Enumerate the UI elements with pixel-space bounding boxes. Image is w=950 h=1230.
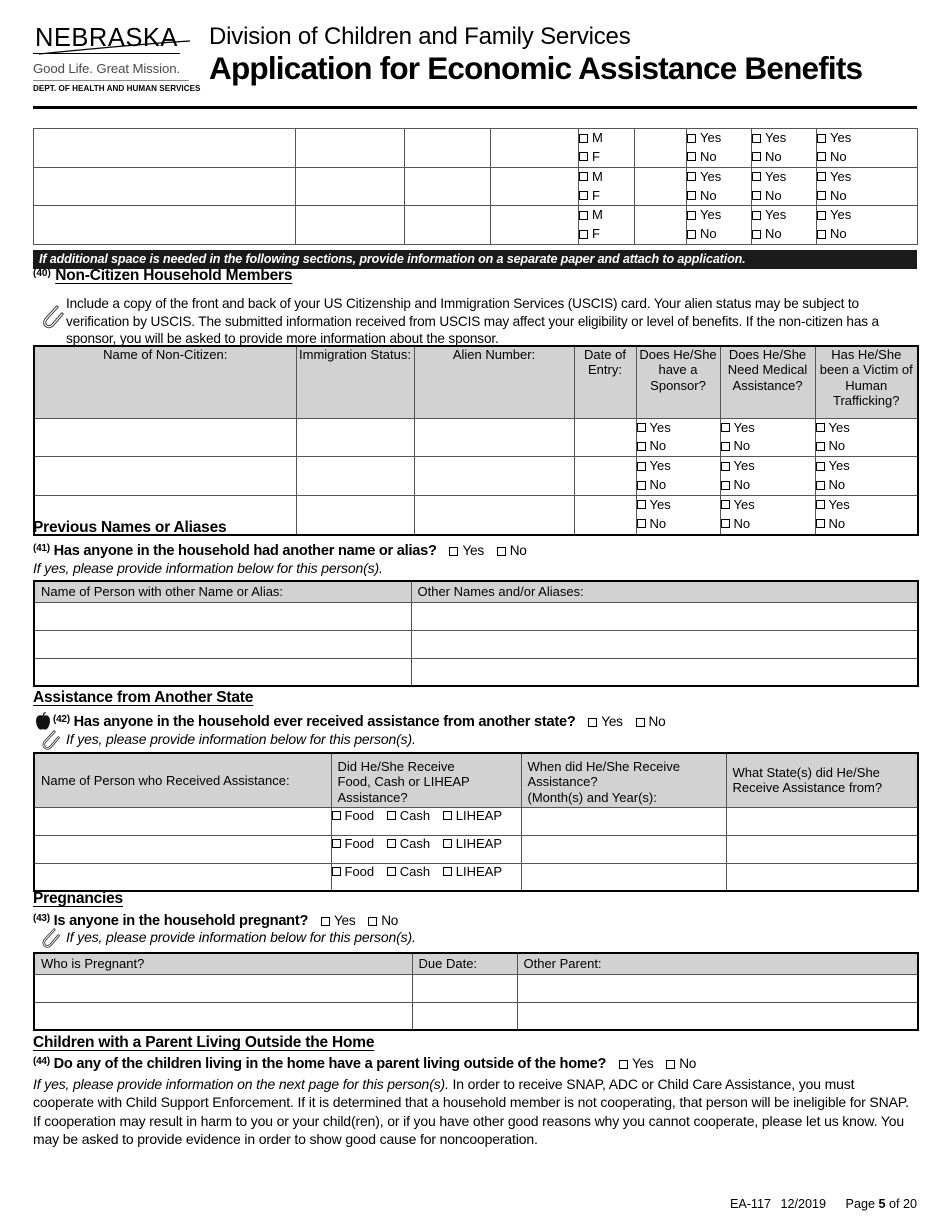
cell-q1[interactable] (687, 206, 752, 245)
table-row[interactable] (34, 602, 918, 630)
question-number: (43) (33, 913, 50, 924)
checkbox-icon[interactable] (752, 134, 761, 143)
checkbox-icon[interactable] (332, 811, 341, 820)
checkbox-option: Yes (752, 206, 816, 225)
question-text: Do any of the children living in the home have a parent living outside of the home? (53, 1056, 607, 1072)
checkbox-option: Yes (687, 129, 751, 148)
col-date-of-entry: Date of Entry: (574, 346, 636, 418)
checkbox-option: Yes (817, 206, 917, 225)
checkbox-icon[interactable] (721, 423, 730, 432)
cell-name[interactable] (34, 129, 296, 168)
checkbox-option: No (637, 476, 720, 495)
checkbox-option-liheap[interactable]: LIHEAP (443, 808, 502, 823)
logo-department: DEPT. OF HEALTH AND HUMAN SERVICES (33, 83, 201, 93)
question-text: Is anyone in the household pregnant? (53, 913, 309, 929)
cell-person-name[interactable] (34, 658, 411, 686)
cell-q2[interactable] (752, 167, 817, 206)
cell-state[interactable] (726, 807, 918, 835)
checkbox-icon[interactable] (687, 191, 696, 200)
cell-ssn[interactable] (491, 167, 579, 206)
cell-when[interactable] (521, 863, 726, 891)
col-person-name: Name of Person who Received Assistance: (34, 753, 331, 807)
checkbox-option: Yes (687, 206, 751, 225)
checkbox-icon[interactable] (579, 230, 588, 239)
checkbox-option-yes[interactable]: Yes (449, 543, 483, 558)
header-divider (33, 106, 917, 109)
cell-status[interactable] (296, 457, 414, 496)
table-header-row (34, 953, 918, 974)
checkbox-option: No (687, 148, 751, 167)
checkbox-option-no[interactable]: No (368, 913, 398, 928)
checkbox-option: No (816, 476, 918, 495)
cell-person-name[interactable] (34, 630, 411, 658)
cell-q2[interactable] (752, 206, 817, 245)
logo-tagline: Good Life. Great Mission. (33, 60, 181, 76)
cell-q3[interactable] (817, 129, 918, 168)
checkbox-option-no[interactable]: No (636, 714, 666, 729)
table-row[interactable] (34, 167, 918, 206)
checkbox-option: M (579, 129, 634, 148)
household-members-table-continuation (33, 128, 918, 245)
another-state-heading: Assistance from Another State (33, 689, 254, 706)
cell-name[interactable] (34, 457, 296, 496)
checkbox-icon[interactable] (637, 500, 646, 509)
checkbox-icon[interactable] (588, 718, 597, 727)
checkbox-icon[interactable] (497, 547, 506, 556)
checkbox-icon[interactable] (816, 481, 825, 490)
checkbox-option: Yes (637, 419, 720, 438)
col-line-2: Receive Assistance from? (732, 780, 883, 796)
non-citizen-instructions: Include a copy of the front and back of your US Citizenship and Immigration Services (USCIS) card. Your alien status may be subject to verification by USCIS. The submitted information received from USCIS may affect your eligibility or level of benefits. If the non-citizen has a sponsor, you will be asked to provide more information about the sponsor. (66, 296, 879, 347)
checkbox-icon[interactable] (721, 462, 730, 471)
col-needs-medical: Does He/She Need Medical Assistance? (720, 346, 815, 418)
col-line-2: Assistance? (527, 774, 598, 790)
table-header-row (34, 753, 918, 807)
page-number-label: Page 5 of 20 (845, 1197, 917, 1211)
checkbox-icon[interactable] (721, 442, 730, 451)
checkbox-option: F (579, 225, 634, 244)
checkbox-option: Yes (817, 129, 917, 148)
checkbox-icon[interactable] (816, 442, 825, 451)
table-row[interactable] (34, 630, 918, 658)
cell-alien-number[interactable] (414, 457, 574, 496)
checkbox-option: Yes (816, 419, 918, 438)
checkbox-option: No (721, 515, 815, 534)
cell-name[interactable] (34, 418, 296, 457)
checkbox-option: No (637, 437, 720, 456)
cell-sex[interactable] (579, 167, 635, 206)
checkbox-option: Yes (687, 168, 751, 187)
checkbox-option: No (687, 187, 751, 206)
cell-benefit-type[interactable] (331, 863, 521, 891)
cell-state[interactable] (726, 863, 918, 891)
title-block (191, 24, 917, 85)
form-id: EA-117 (729, 1197, 772, 1211)
checkbox-option-food[interactable]: Food (332, 836, 375, 851)
cell-status[interactable] (296, 495, 414, 534)
table-row[interactable] (34, 974, 918, 1002)
checkbox-icon[interactable] (579, 211, 588, 220)
checkbox-option: Yes (637, 496, 720, 515)
cell-aliases[interactable] (411, 602, 918, 630)
cell-name[interactable] (34, 167, 296, 206)
col-line-2: Food, Cash or LIHEAP (337, 774, 470, 790)
col-trafficking-victim: Has He/She been a Victim of Human Trafficking? (815, 346, 918, 418)
cell-sponsor[interactable] (636, 457, 720, 496)
col-line-1: Did He/She Receive (337, 759, 455, 774)
cell-medical[interactable] (720, 457, 815, 496)
checkbox-option-yes[interactable]: Yes (619, 1056, 653, 1071)
col-immigration-status: Immigration Status: (296, 346, 414, 418)
cell-who[interactable] (34, 1002, 412, 1030)
checkbox-icon[interactable] (637, 519, 646, 528)
cell-q1[interactable] (687, 129, 752, 168)
cell-aliases[interactable] (411, 658, 918, 686)
cell-name[interactable] (34, 206, 296, 245)
checkbox-icon[interactable] (321, 917, 330, 926)
checkbox-icon[interactable] (387, 839, 396, 848)
checkbox-icon[interactable] (817, 152, 826, 161)
checkbox-icon[interactable] (387, 867, 396, 876)
checkbox-icon[interactable] (817, 211, 826, 220)
table-row[interactable] (34, 129, 918, 168)
checkbox-option: Yes (752, 168, 816, 187)
checkbox-option-cash[interactable]: Cash (387, 864, 430, 879)
cell-sex[interactable] (579, 129, 635, 168)
another-state-question (53, 714, 665, 730)
section-title: Non-Citizen Household Members (55, 267, 293, 284)
additional-space-notice: If additional space is needed in the following sections, provide information on a separate paper and attach to application. (33, 250, 917, 269)
checkbox-icon[interactable] (687, 172, 696, 181)
cell-when[interactable] (521, 835, 726, 863)
col-alien-number: Alien Number: (414, 346, 574, 418)
cell-person-name[interactable] (34, 835, 331, 863)
checkbox-icon[interactable] (817, 191, 826, 200)
table-row[interactable] (34, 807, 918, 835)
checkbox-icon[interactable] (443, 839, 452, 848)
form-revision: 12/2019 (780, 1197, 827, 1211)
checkbox-icon[interactable] (721, 481, 730, 490)
checkbox-icon[interactable] (817, 230, 826, 239)
checkbox-icon[interactable] (687, 211, 696, 220)
cell-sex[interactable] (579, 206, 635, 245)
checkbox-icon[interactable] (752, 211, 761, 220)
checkbox-icon[interactable] (579, 134, 588, 143)
previous-names-heading: Previous Names or Aliases (33, 519, 227, 536)
cell-person-name[interactable] (34, 602, 411, 630)
cell-ssn[interactable] (491, 129, 579, 168)
cell-sponsor[interactable] (636, 418, 720, 457)
cell-relationship[interactable] (296, 167, 405, 206)
cell-benefit-type[interactable] (331, 835, 521, 863)
checkbox-icon[interactable] (752, 152, 761, 161)
cell-q3[interactable] (817, 206, 918, 245)
cell-medical[interactable] (720, 418, 815, 457)
cell-date[interactable] (574, 457, 636, 496)
table-row[interactable] (34, 457, 918, 496)
checkbox-option: No (752, 225, 816, 244)
cell-person-name[interactable] (34, 863, 331, 891)
col-when-received (521, 753, 726, 807)
another-state-note: If yes, please provide information below for this person(s). (66, 731, 416, 747)
checkbox-option: Yes (817, 168, 917, 187)
checkbox-option: M (579, 168, 634, 187)
cell-benefit-type[interactable] (331, 807, 521, 835)
previous-names-table-wrap (33, 580, 919, 687)
col-line-1: What State(s) did He/She (732, 764, 880, 780)
col-other-parent: Other Parent: (517, 953, 918, 974)
col-line-3: (Month(s) and Year(s): (527, 789, 657, 805)
checkbox-option-yes[interactable]: Yes (588, 714, 622, 729)
question-text: Has anyone in the household ever received assistance from another state? (73, 714, 576, 730)
checkbox-option: No (817, 148, 917, 167)
non-citizen-table-wrap (33, 345, 919, 536)
checkbox-icon[interactable] (637, 481, 646, 490)
cell-trafficking[interactable] (815, 418, 918, 457)
cell-date[interactable] (574, 418, 636, 457)
pregnancies-question (33, 913, 398, 929)
question-text: Has anyone in the household had another name or alias? (53, 543, 437, 559)
checkbox-option-cash[interactable]: Cash (387, 808, 430, 823)
table-row[interactable] (34, 658, 918, 686)
checkbox-icon[interactable] (752, 191, 761, 200)
checkbox-option-no[interactable]: No (666, 1056, 696, 1071)
children-outside-question (33, 1056, 696, 1072)
checkbox-icon[interactable] (817, 134, 826, 143)
checkbox-icon[interactable] (687, 134, 696, 143)
cell-trafficking[interactable] (815, 495, 918, 534)
checkbox-option-food[interactable]: Food (332, 864, 375, 879)
col-line-1: When did He/She Receive (527, 759, 680, 774)
cell-medical[interactable] (720, 495, 815, 534)
pregnancies-note: If yes, please provide information below for this person(s). (66, 929, 416, 945)
checkbox-option-food[interactable]: Food (332, 808, 375, 823)
col-has-sponsor: Does He/She have a Sponsor? (636, 346, 720, 418)
question-number: (41) (33, 543, 50, 554)
checkbox-option: Yes (637, 457, 720, 476)
agency-logo (33, 24, 201, 93)
previous-names-question (33, 543, 527, 559)
col-other-names: Other Names and/or Aliases: (411, 581, 918, 602)
cell-alien-number[interactable] (414, 495, 574, 534)
col-name-of-non-citizen: Name of Non-Citizen: (34, 346, 296, 418)
cell-sponsor[interactable] (636, 495, 720, 534)
cell-q2[interactable] (752, 129, 817, 168)
logo-swoosh-icon (39, 41, 191, 55)
cell-ssn[interactable] (491, 206, 579, 245)
checkbox-option-liheap[interactable]: LIHEAP (443, 836, 502, 851)
pregnancies-table (33, 952, 919, 1031)
cell-misc[interactable] (635, 206, 687, 245)
division-name: Division of Children and Family Services (209, 23, 631, 50)
another-state-table (33, 752, 919, 892)
table-row[interactable] (34, 1002, 918, 1030)
cell-person-name[interactable] (34, 807, 331, 835)
checkbox-option: F (579, 148, 634, 167)
checkbox-icon[interactable] (637, 462, 646, 471)
page-header (33, 24, 917, 104)
logo-state-name: NEBRASKA (35, 24, 178, 52)
checkbox-icon[interactable] (816, 462, 825, 471)
checkbox-icon[interactable] (449, 547, 458, 556)
cell-state[interactable] (726, 835, 918, 863)
checkbox-icon[interactable] (637, 423, 646, 432)
cell-other-parent[interactable] (517, 1002, 918, 1030)
children-outside-heading: Children with a Parent Living Outside the Home (33, 1034, 375, 1051)
form-title: Application for Economic Assistance Benefits (209, 50, 863, 87)
previous-names-note: If yes, please provide information below for this person(s). (33, 560, 383, 576)
col-due-date: Due Date: (412, 953, 517, 974)
table-row[interactable] (34, 835, 918, 863)
cell-relationship[interactable] (296, 129, 405, 168)
cell-status[interactable] (296, 418, 414, 457)
checkbox-icon[interactable] (687, 152, 696, 161)
checkbox-option: Yes (752, 129, 816, 148)
checkbox-option-liheap[interactable]: LIHEAP (443, 864, 502, 879)
logo-divider (33, 80, 189, 81)
checkbox-option: No (817, 225, 917, 244)
checkbox-icon[interactable] (637, 442, 646, 451)
paperclip-icon (39, 728, 61, 754)
checkbox-icon[interactable] (636, 718, 645, 727)
checkbox-icon[interactable] (443, 867, 452, 876)
checkbox-option: No (817, 187, 917, 206)
checkbox-icon[interactable] (579, 152, 588, 161)
cell-other-parent[interactable] (517, 974, 918, 1002)
cell-aliases[interactable] (411, 630, 918, 658)
checkbox-icon[interactable] (752, 172, 761, 181)
table-header-row (34, 346, 918, 418)
col-which-state (726, 753, 918, 807)
checkbox-icon[interactable] (687, 230, 696, 239)
cell-dob[interactable] (405, 129, 491, 168)
pregnancies-heading: Pregnancies (33, 890, 123, 907)
checkbox-option: No (816, 515, 918, 534)
checkbox-option-no[interactable]: No (497, 543, 527, 558)
checkbox-icon[interactable] (579, 191, 588, 200)
checkbox-icon[interactable] (332, 867, 341, 876)
checkbox-option: Yes (721, 457, 815, 476)
question-number: (40) (33, 268, 51, 279)
col-line-3: Assistance? (337, 789, 408, 805)
cell-misc[interactable] (635, 129, 687, 168)
checkbox-icon[interactable] (666, 1060, 675, 1069)
cell-misc[interactable] (635, 167, 687, 206)
col-benefit-type (331, 753, 521, 807)
previous-names-table (33, 580, 919, 687)
checkbox-option-cash[interactable]: Cash (387, 836, 430, 851)
checkbox-icon[interactable] (721, 519, 730, 528)
checkbox-icon[interactable] (332, 839, 341, 848)
checkbox-icon[interactable] (816, 500, 825, 509)
paperclip-icon (39, 303, 65, 333)
cell-due-date[interactable] (412, 1002, 517, 1030)
checkbox-option: No (721, 437, 815, 456)
cell-who[interactable] (34, 974, 412, 1002)
checkbox-icon[interactable] (579, 172, 588, 181)
table-row[interactable] (34, 206, 918, 245)
cell-q1[interactable] (687, 167, 752, 206)
another-state-table-wrap (33, 752, 919, 892)
page-footer (730, 1197, 917, 1211)
checkbox-option: M (579, 206, 634, 225)
checkbox-option: Yes (816, 457, 918, 476)
children-outside-note (33, 1075, 917, 1149)
pregnancies-table-wrap (33, 952, 919, 1031)
table-header-row (34, 581, 918, 602)
cell-trafficking[interactable] (815, 457, 918, 496)
checkbox-option: No (721, 476, 815, 495)
checkbox-option: No (687, 225, 751, 244)
checkbox-option: No (637, 515, 720, 534)
checkbox-option-yes[interactable]: Yes (321, 913, 355, 928)
checkbox-icon[interactable] (368, 917, 377, 926)
col-who-pregnant: Who is Pregnant? (34, 953, 412, 974)
non-citizen-table (33, 345, 919, 536)
checkbox-option: F (579, 187, 634, 206)
checkbox-icon[interactable] (619, 1060, 628, 1069)
cell-q3[interactable] (817, 167, 918, 206)
household-table (33, 128, 918, 245)
checkbox-icon[interactable] (387, 811, 396, 820)
checkbox-option: No (752, 187, 816, 206)
cell-when[interactable] (521, 807, 726, 835)
checkbox-option: Yes (816, 496, 918, 515)
cell-relationship[interactable] (296, 206, 405, 245)
cell-dob[interactable] (405, 206, 491, 245)
checkbox-option: No (816, 437, 918, 456)
paperclip-icon (39, 926, 61, 952)
checkbox-icon[interactable] (816, 519, 825, 528)
question-number: (44) (33, 1056, 50, 1067)
cell-alien-number[interactable] (414, 418, 574, 457)
cell-due-date[interactable] (412, 974, 517, 1002)
cell-date[interactable] (574, 495, 636, 534)
non-citizen-section-heading (33, 267, 292, 285)
checkbox-icon[interactable] (817, 172, 826, 181)
children-outside-note-rest: In order to receive SNAP, ADC or Child Care Assistance, you must cooperate with Child Support Enforcement. If it is determined that a household member is not cooperating, that person will be ineligible for SNAP. If cooperation may result in harm to you or your child(ren), or if you have other good reasons why you cannot cooperate, please let us know. You may be asked to provide evidence in order to show good cause for noncooperation. (33, 1076, 909, 1148)
cell-dob[interactable] (405, 167, 491, 206)
children-outside-note-italic: If yes, please provide information on the next page for this person(s). (33, 1076, 449, 1092)
col-person-name: Name of Person with other Name or Alias: (34, 581, 411, 602)
checkbox-icon[interactable] (721, 500, 730, 509)
table-row[interactable] (34, 863, 918, 891)
checkbox-icon[interactable] (443, 811, 452, 820)
question-number: (42) (53, 714, 70, 725)
checkbox-option: Yes (721, 419, 815, 438)
checkbox-icon[interactable] (816, 423, 825, 432)
checkbox-option: Yes (721, 496, 815, 515)
table-row[interactable] (34, 418, 918, 457)
checkbox-icon[interactable] (752, 230, 761, 239)
checkbox-option: No (752, 148, 816, 167)
